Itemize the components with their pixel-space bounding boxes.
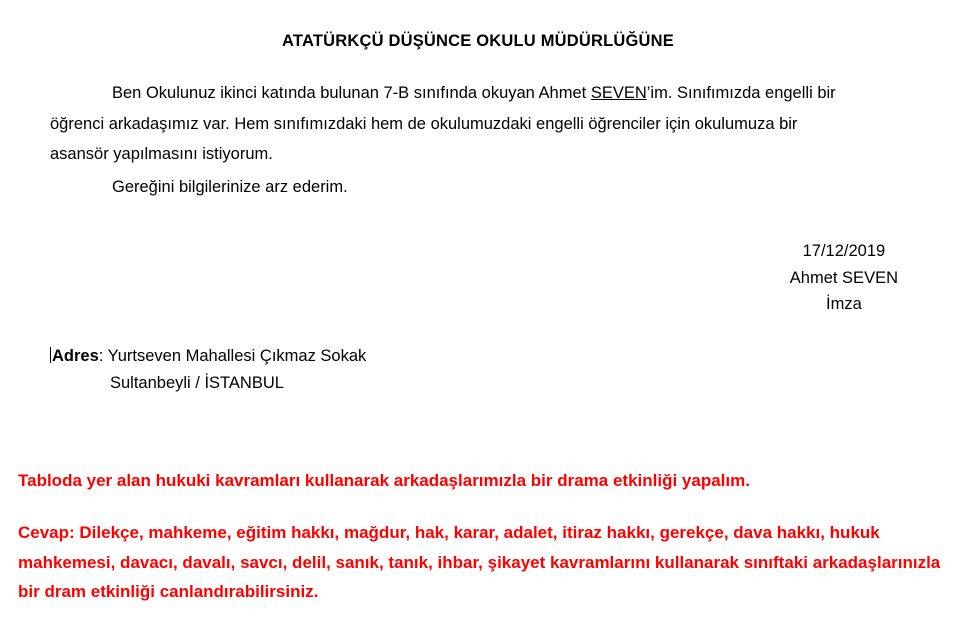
student-name-underlined: SEVEN [590,84,647,102]
signature-date: 17/12/2019 [802,242,886,260]
answer-section [18,466,948,607]
address-line-1 [50,343,366,370]
address-label: Adres [52,347,99,365]
petition-paragraph-1 [50,78,850,170]
signature-block [790,238,898,318]
text-cursor [50,347,51,363]
activity-answer: Cevap: Dilekçe, mahkeme, eğitim hakkı, mağdur, hak, karar, adalet, itiraz hakkı, gerekçe, dava hakkı, hukuk mahkemesi, davacı, davalı, savcı, delil, sanık, tanık, ihbar, şikayet kavramlarını kullanarak sınıftaki arkadaşlarınızla bir dram etkinliği canlandırabilirsiniz. [18,522,941,602]
signature-label: İmza [826,295,862,314]
address-block [50,343,366,396]
document-title: ATATÜRKÇÜ DÜŞÜNCE OKULU MÜDÜRLÜĞÜNE [282,32,674,50]
address-city: Sultanbeyli / İSTANBUL [110,373,284,392]
petition-paragraph-1-part1: Ben Okulunuz ikinci katında bulunan 7-B sınıfında okuyan Ahmet [112,84,591,102]
petition-closing: Gereğini bilgilerinize arz ederim. [112,178,348,196]
petition-body [50,78,850,170]
address-street: Yurtseven Mahallesi Çıkmaz Sokak [107,347,367,365]
petition-paragraph-1-part2: ’im. Sınıfımızda engelli bir öğrenci arkadaşımız var. Hem sınıfımızdaki hem de okulumuzdaki engelli öğrenciler için okulumuza bir asansör yapılmasını istiyorum. [50,84,836,164]
activity-question: Tabloda yer alan hukuki kavramları kullanarak arkadaşlarımızla bir drama etkinliği yapalım. [18,471,750,490]
address-separator: : [98,347,108,365]
signature-name: Ahmet SEVEN [789,268,898,287]
